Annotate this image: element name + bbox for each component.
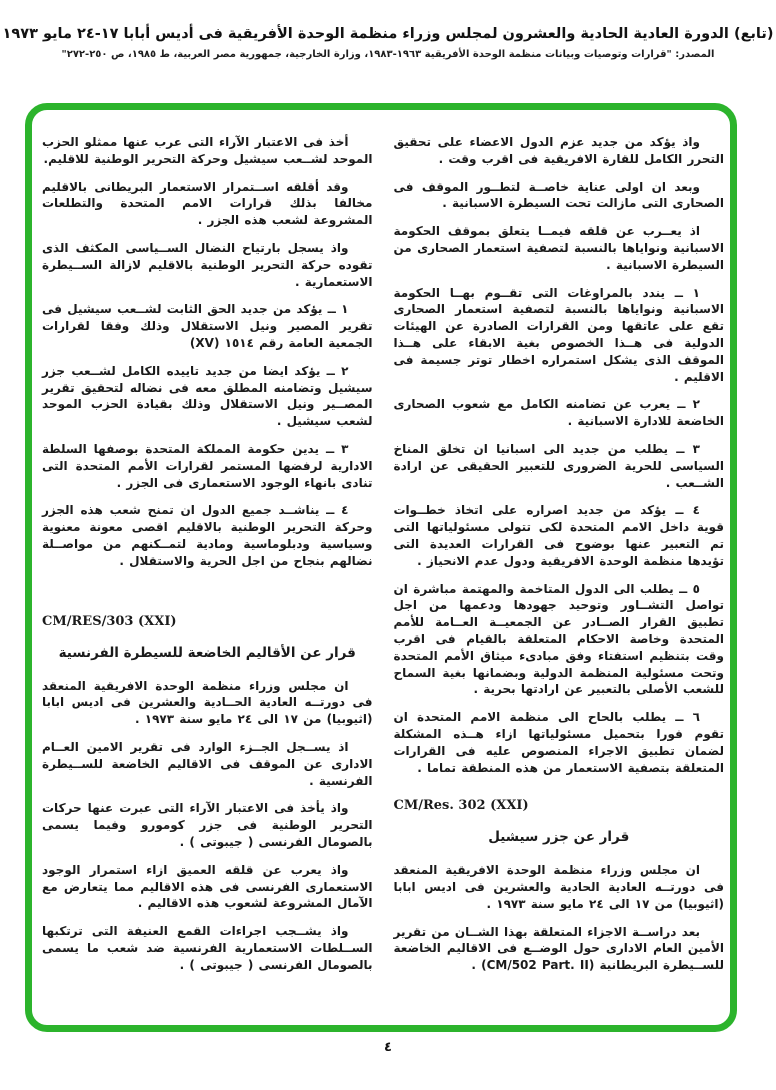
paragraph: ٣ ــ يدين حكومة المملكة المتحدة بوصفها السلطة الادارية لرفضها المستمر لقرارات الأمم المتحدة التى تنادى بانهاء الوجود الاستعمارى فى الجزر . xyxy=(42,441,373,490)
paragraph: اذ يعــرب عن قلقه فيمــا يتعلق بموقف الحكومة الاسبانية ونواياها بالنسبة لتصفية استعمار الصحارى من السيطرة الاسبانية . xyxy=(393,224,724,272)
resolution-ref-302: CM/Res. 302 (XXI) xyxy=(393,798,529,814)
paragraph: ١ ــ يؤكد من جديد الحق الثابت لشــعب سيشيل فى تقرير المصير ونيل الاستقلال وذلك وفقا لقرارات الجمعية العامة رقم ١٥١٤ (XV) xyxy=(42,302,373,350)
paragraph: ٢ ــ يؤكد ايضا من جديد تاييده الكامل لشــعب جزر سيشيل وتضامنه المطلق معه فى نضاله لتحقيق تقرير المصــير ونيل الاستقلال وذلك بقيادة الحزب الموحد لشعب سيشيل . xyxy=(42,363,373,429)
paragraph: بعد دراســة الاجزاء المتعلقة بهذا الشــان من تقرير الأمين العام الادارى حول الوضــع فى الاقاليم الخاضعة للســيطرة البريطانية (CM/502 Part. II) . xyxy=(393,924,724,973)
paragraph: واذ يأخذ فى الاعتبار الآراء التى عبرت عنها حركات التحرير الوطنية فى جزر كومورو وفيما يسمى بالصومال الفرنسى ( جيبوتى ) . xyxy=(42,801,373,849)
paragraph: ٤ ــ يناشــد جميع الدول ان تمنح شعب هذه الجزر وحركة التحرير الوطنية بالاقليم اقصى معونة معنوية وسياسية ودبلوماسية ومادية لتمــكنهم من مواصــلة نضالهم بنجاح من اجل الحرية والاستقلال . xyxy=(42,503,373,568)
two-column-text xyxy=(32,110,730,1025)
paragraph: وقد أقلقه اســتمرار الاستعمار البريطانى بالاقليم مخالفا بذلك قرارات الامم المتحدة والتطلعات المشروعة لشعب هذه الجزر . xyxy=(42,179,373,228)
paragraph: ان مجلس وزراء منظمة الوحدة الافريقية المنعقد فى دورتــه العادية الحادية والعشرين فى اديس ابابا (اثيوبيا) من ١٧ الى ٢٤ مايو سنة ١٩٧٣ . xyxy=(393,863,724,911)
column-left xyxy=(42,134,373,1019)
green-border-frame xyxy=(25,103,737,1032)
page-header xyxy=(0,26,776,60)
resolution-ref-303: CM/RES/303 (XXI) xyxy=(42,613,177,629)
resolution-title-french-territories: قرار عن الأقاليم الخاضعة للسيطرة الفرنسية xyxy=(58,644,356,661)
paragraph: واذ يؤكد من جديد عزم الدول الاعضاء على تحقيق التحرر الكامل للقارة الافريقية فى اقرب وقت . xyxy=(393,135,724,166)
paragraph: ٢ ــ يعرب عن تضامنه الكامل مع شعوب الصحارى الخاضعة للادارة الاسبانية . xyxy=(393,397,724,429)
paragraph: أخذ فى الاعتبار الآراء التى عرب عنها ممثلو الحزب الموحد لشــعب سيشيل وحركة التحرير الوطنية للاقليم. xyxy=(42,135,373,166)
paragraph: ان مجلس وزراء منظمة الوحدة الافريقية المنعقد فى دورتــه العادية الحــادية والعشرين فى اديس ابابا (اثيوبيا) من ١٧ الى ٢٤ مايو سنة ١٩٧٣ . xyxy=(42,678,373,727)
paragraph: ٣ ــ يطلب من جديد الى اسبانيا ان تخلق المناخ السياسى للحرية الضرورى للتعبير الحقيقى عن ارادة الشــعب . xyxy=(393,441,724,490)
column-right xyxy=(394,134,725,1019)
paragraph: ٦ ــ يطلب بالحاح الى منظمة الامم المتحدة ان تقوم فورا بتحميل مسئولياتها ازاء هــذه المشكلة لضمان تطبيق الاجراء المنصوص عليه فى القرارات المتعلقة بتصفية الاستعمار من هذه المنطقة تماما . xyxy=(393,710,724,775)
paragraph: ٤ ــ يؤكد من جديد اصراره على اتخاذ خطــوات قوية داخل الامم المتحدة لكى تتولى مسئولياتها التى تم التعبير عنها بوضوح فى القرارات العديدة التى تؤيدها منظمة الوحدة الافريقية ودول عدم الانحياز . xyxy=(393,503,724,568)
paragraph: اذ يســجل الجــزء الوارد فى تقرير الامين العــام الادارى عن الموقف فى الاقاليم الخاضعة للســيطرة الفرنسية . xyxy=(42,739,373,788)
resolution-title-seychelles: قرار عن جزر سيشيل xyxy=(488,829,630,846)
header-source: المصدر: "قرارات وتوصيات وبيانات منظمة الوحدة الأفريقية ١٩٦٣-١٩٨٣، وزارة الخارجية، جمهورية مصر العربية، ط ١٩٨٥، ص ٢٥٠-٢٧٢" xyxy=(61,49,715,60)
paragraph: واذ يسجل بارتياح النضال الســياسى المكثف الذى تقوده حركة التحرير الوطنية بالاقليم لازالة الســيطرة الاستعمارية . xyxy=(42,240,373,289)
paragraph: ٥ ــ يطلب الى الدول المتاخمة والمهتمة مباشرة ان تواصل التشــاور وتوحيد جهودها ودعمها من اجل تطبيق القرار الصــادر عن الجمعيــة العــامة للأمم المتحدة وخاصة الاحكام المتعلقة بالقيام فى اقرب وقت بتنظيم استفتاء وفق مبادىء ميثاق الأمم المتحدة وتحت مسئولية المنظمة الدولية وبضمانها بغية السماح للشعب الأصلى بالتعبير عن ارادتها بحرية . xyxy=(393,581,724,697)
paragraph: واذ يشــجب اجراءات القمع العنيفة التى ترتكبها الســلطات الاستعمارية الفرنسية ضد شعب ما يسمى بالصومال الفرنسى ( جيبوتى ) . xyxy=(42,924,373,972)
paragraph: واذ يعرب عن قلقه العميق ازاء استمرار الوجود الاستعمارى الفرنسى فى هذه الاقاليم مما يتعارض مع الآمال المشروعة لشعوب هذه الاقاليم . xyxy=(42,862,373,911)
header-title: (تابع) الدورة العادية الحادية والعشرون لمجلس وزراء منظمة الوحدة الأفريقية فى أديس أبابا ١٧-٢٤ مايو ١٩٧٣ xyxy=(2,26,774,42)
page-number: ٤ xyxy=(384,1040,392,1055)
paragraph: ١ ــ يندد بالمراوغات التى تقــوم بهــا الحكومة الاسبانية ونواياها بالنسبة لتصفية استعمار الصحارى تقع على عاتقها ومن القرارات الصادرة عن الهيئات الدولية فى هــذا الخصوص بغية الابقاء على هــذا الموقف الذى يشكل استمراره اخطار توتر جسيمة فى الاقليم . xyxy=(393,285,724,384)
paragraph: وبعد ان اولى عناية خاصــة لتطــور الموقف فى الصحارى التى مازالت تحت السيطرة الاسبانية . xyxy=(393,179,724,211)
